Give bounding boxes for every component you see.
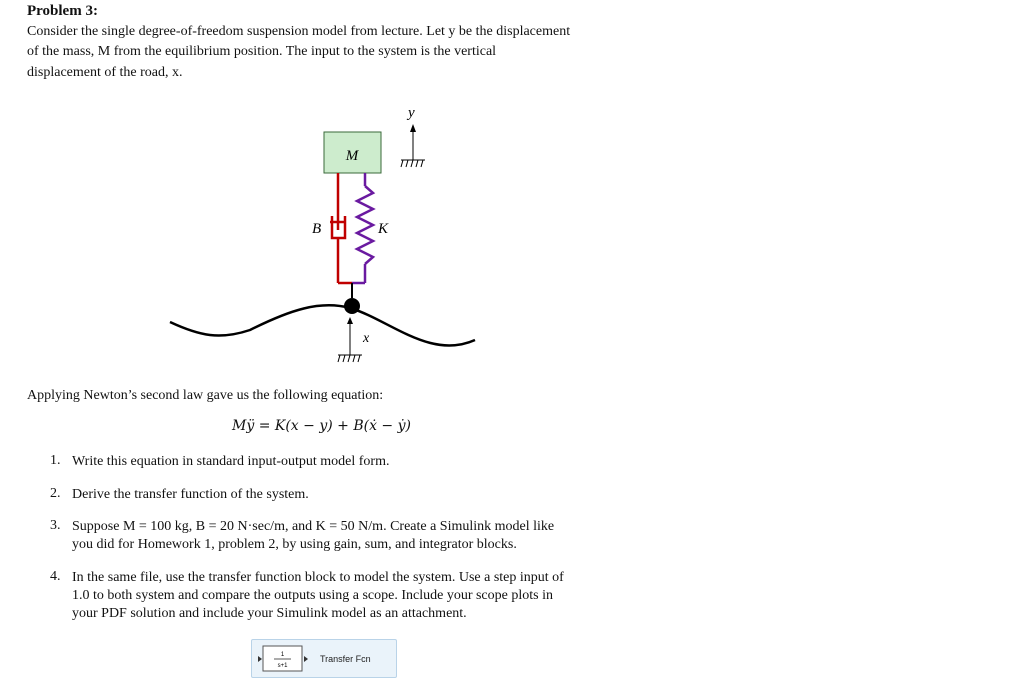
- item-3-line-1: Suppose M = 100 kg, B = 20 N·sec/m, and K = 50 N/m. Create a Simulink model like: [72, 519, 555, 534]
- x-arrow-icon: [347, 317, 353, 324]
- mass-displacement-label: y: [408, 105, 415, 121]
- wheel-contact: [344, 298, 360, 314]
- item-3-line-2: you did for Homework 1, problem 2, by using gain, sum, and integrator blocks.: [72, 537, 517, 552]
- equation-of-motion: Mÿ = K(x − y) + B(ẋ − ẏ): [232, 418, 411, 434]
- spring: [352, 173, 373, 283]
- item-1-number: 1.: [50, 453, 61, 468]
- mass-label: M: [345, 148, 359, 164]
- item-3-number: 3.: [50, 518, 61, 533]
- item-4-line-2: 1.0 to both system and compare the outputs using a scope. Include your scope plots in: [72, 588, 553, 603]
- tf-denominator: s+1: [277, 663, 288, 669]
- suspension-diagram: [160, 100, 490, 375]
- newton-lead-in: Applying Newton’s second law gave us the following equation:: [27, 388, 384, 403]
- ground-y-icon: [401, 160, 425, 167]
- output-port-icon: [304, 656, 308, 662]
- damper-label: B: [312, 221, 322, 237]
- road-input-label: x: [363, 331, 370, 346]
- input-port-icon: [258, 656, 262, 662]
- simulink-transfer-fcn-block[interactable]: [251, 639, 397, 678]
- road-profile: [170, 305, 475, 345]
- item-4-line-3: your PDF solution and include your Simulink model as an attachment.: [72, 606, 467, 621]
- transfer-fcn-graphic: [252, 640, 396, 677]
- ground-x-icon: [338, 355, 362, 362]
- item-2-number: 2.: [50, 486, 61, 501]
- intro-line-1: Consider the single degree-of-freedom suspension model from lecture. Let y be the displacement: [27, 24, 571, 39]
- intro-line-2: of the mass, M from the equilibrium position. The input to the system is the vertical: [27, 44, 497, 59]
- intro-line-3: displacement of the road, x.: [27, 65, 183, 80]
- y-arrow-icon: [410, 124, 416, 132]
- damper: [330, 173, 352, 283]
- problem-title: Problem 3:: [27, 3, 98, 19]
- item-4-number: 4.: [50, 569, 61, 584]
- tf-label: Transfer Fcn: [320, 654, 371, 664]
- tf-numerator: 1: [280, 652, 285, 658]
- item-4-line-1: In the same file, use the transfer function block to model the system. Use a step input of: [72, 570, 564, 585]
- item-2-line-1: Derive the transfer function of the system.: [72, 487, 309, 502]
- spring-label: K: [378, 221, 389, 237]
- item-1-line-1: Write this equation in standard input-output model form.: [72, 454, 390, 469]
